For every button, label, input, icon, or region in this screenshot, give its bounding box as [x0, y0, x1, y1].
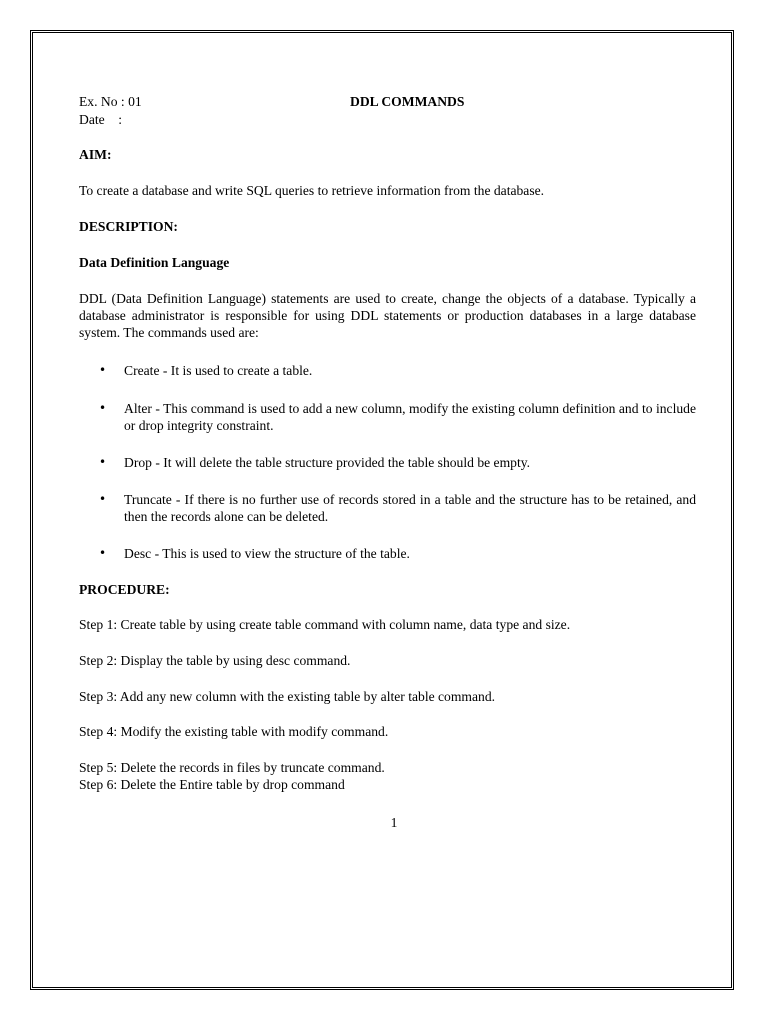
procedure-step: Step 1: Create table by using create table command with column name, data type and size. — [79, 617, 571, 632]
page-title: DDL COMMANDS — [350, 94, 465, 109]
list-item — [99, 400, 696, 434]
procedure-step: Step 4: Modify the existing table with modify command. — [79, 724, 389, 739]
aim-text: To create a database and write SQL queries to retrieve information from the database. — [79, 183, 545, 198]
bullet-text: Truncate - If there is no further use of records stored in a table and the structure has to be retained, and then the records alone can be deleted. — [124, 492, 696, 524]
procedure-step: Step 6: Delete the Entire table by drop command — [79, 777, 345, 792]
bullet-text: Desc - This is used to view the structure of the table. — [124, 546, 410, 561]
list-item — [99, 454, 696, 471]
bullet-icon: • — [99, 546, 107, 560]
list-item — [99, 545, 696, 562]
procedure-step: Step 5: Delete the records in files by truncate command. — [79, 760, 385, 775]
date-label: Date : — [79, 112, 123, 127]
bullet-text: Create - It is used to create a table. — [124, 363, 313, 378]
bullet-icon: • — [99, 492, 107, 506]
page-number: 1 — [390, 814, 398, 830]
bullet-text: Alter - This command is used to add a new column, modify the existing column definition and to include or drop integrity constraint. — [124, 401, 696, 433]
ddl-paragraph: DDL (Data Definition Language) statements are used to create, change the objects of a database. Typically a database administrator is responsible for using DDL statements or production databases in a large database system. The commands used are: — [79, 291, 696, 340]
description-heading: DESCRIPTION: — [79, 219, 178, 234]
procedure-step: Step 2: Display the table by using desc command. — [79, 653, 351, 668]
aim-heading: AIM: — [79, 147, 112, 162]
ddl-subheading: Data Definition Language — [79, 255, 230, 270]
bullet-icon: • — [99, 401, 107, 415]
bullet-text: Drop - It will delete the table structure provided the table should be empty. — [124, 455, 531, 470]
procedure-step: Step 3: Add any new column with the existing table by alter table command. — [79, 689, 496, 704]
procedure-heading: PROCEDURE: — [79, 582, 170, 597]
list-item — [99, 362, 696, 379]
bullet-icon: • — [99, 455, 107, 469]
bullet-icon: • — [99, 363, 107, 377]
list-item — [99, 491, 696, 525]
exercise-number: Ex. No : 01 — [79, 94, 142, 109]
